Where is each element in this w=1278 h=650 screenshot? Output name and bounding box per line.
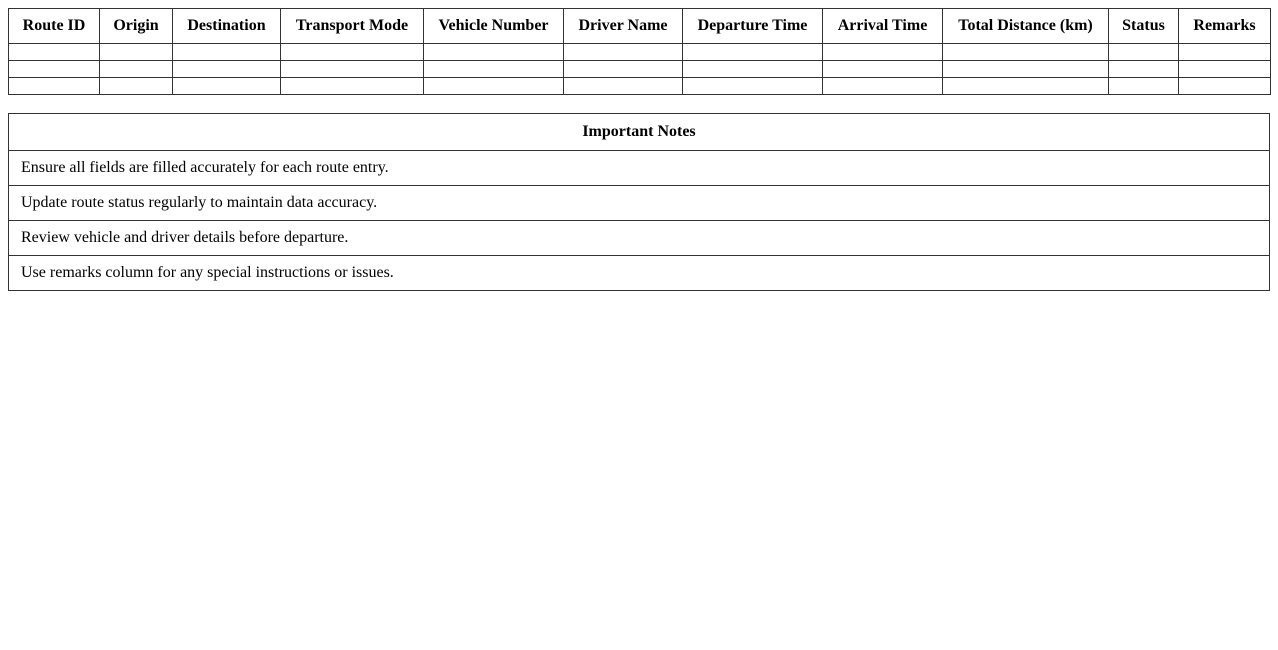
- note-item: Use remarks column for any special instructions or issues.: [9, 256, 1270, 291]
- header-remarks: Remarks: [1179, 9, 1271, 44]
- cell-driver-name[interactable]: [564, 44, 683, 61]
- note-row: [9, 186, 1270, 221]
- note-row: [9, 151, 1270, 186]
- header-status: Status: [1109, 9, 1179, 44]
- cell-departure-time[interactable]: [683, 78, 823, 95]
- header-route-id: Route ID: [9, 9, 100, 44]
- cell-transport-mode[interactable]: [281, 44, 424, 61]
- cell-departure-time[interactable]: [683, 61, 823, 78]
- cell-remarks[interactable]: [1179, 44, 1271, 61]
- cell-vehicle-number[interactable]: [424, 78, 564, 95]
- cell-total-distance[interactable]: [943, 61, 1109, 78]
- cell-route-id[interactable]: [9, 44, 100, 61]
- note-item: Ensure all fields are filled accurately for each route entry.: [9, 151, 1270, 186]
- cell-arrival-time[interactable]: [823, 78, 943, 95]
- header-vehicle-number: Vehicle Number: [424, 9, 564, 44]
- cell-route-id[interactable]: [9, 78, 100, 95]
- routes-table: [8, 8, 1271, 95]
- note-row: [9, 256, 1270, 291]
- page-content: [8, 8, 1270, 291]
- cell-transport-mode[interactable]: [281, 78, 424, 95]
- table-row: [9, 61, 1271, 78]
- table-row: [9, 78, 1271, 95]
- cell-status[interactable]: [1109, 78, 1179, 95]
- note-item: Review vehicle and driver details before departure.: [9, 221, 1270, 256]
- cell-vehicle-number[interactable]: [424, 61, 564, 78]
- cell-origin[interactable]: [100, 78, 173, 95]
- cell-status[interactable]: [1109, 44, 1179, 61]
- routes-header-row: [9, 9, 1271, 44]
- cell-destination[interactable]: [173, 78, 281, 95]
- table-row: [9, 44, 1271, 61]
- cell-transport-mode[interactable]: [281, 61, 424, 78]
- header-destination: Destination: [173, 9, 281, 44]
- note-row: [9, 221, 1270, 256]
- header-origin: Origin: [100, 9, 173, 44]
- notes-title: Important Notes: [9, 114, 1270, 151]
- header-driver-name: Driver Name: [564, 9, 683, 44]
- header-departure-time: Departure Time: [683, 9, 823, 44]
- cell-departure-time[interactable]: [683, 44, 823, 61]
- cell-driver-name[interactable]: [564, 78, 683, 95]
- cell-total-distance[interactable]: [943, 78, 1109, 95]
- cell-remarks[interactable]: [1179, 78, 1271, 95]
- cell-arrival-time[interactable]: [823, 61, 943, 78]
- cell-route-id[interactable]: [9, 61, 100, 78]
- cell-destination[interactable]: [173, 44, 281, 61]
- cell-driver-name[interactable]: [564, 61, 683, 78]
- header-total-distance: Total Distance (km): [943, 9, 1109, 44]
- cell-origin[interactable]: [100, 61, 173, 78]
- cell-destination[interactable]: [173, 61, 281, 78]
- cell-status[interactable]: [1109, 61, 1179, 78]
- important-notes-table: [8, 113, 1270, 291]
- header-transport-mode: Transport Mode: [281, 9, 424, 44]
- cell-total-distance[interactable]: [943, 44, 1109, 61]
- cell-origin[interactable]: [100, 44, 173, 61]
- note-item: Update route status regularly to maintain data accuracy.: [9, 186, 1270, 221]
- cell-vehicle-number[interactable]: [424, 44, 564, 61]
- notes-header-row: [9, 114, 1270, 151]
- header-arrival-time: Arrival Time: [823, 9, 943, 44]
- cell-remarks[interactable]: [1179, 61, 1271, 78]
- cell-arrival-time[interactable]: [823, 44, 943, 61]
